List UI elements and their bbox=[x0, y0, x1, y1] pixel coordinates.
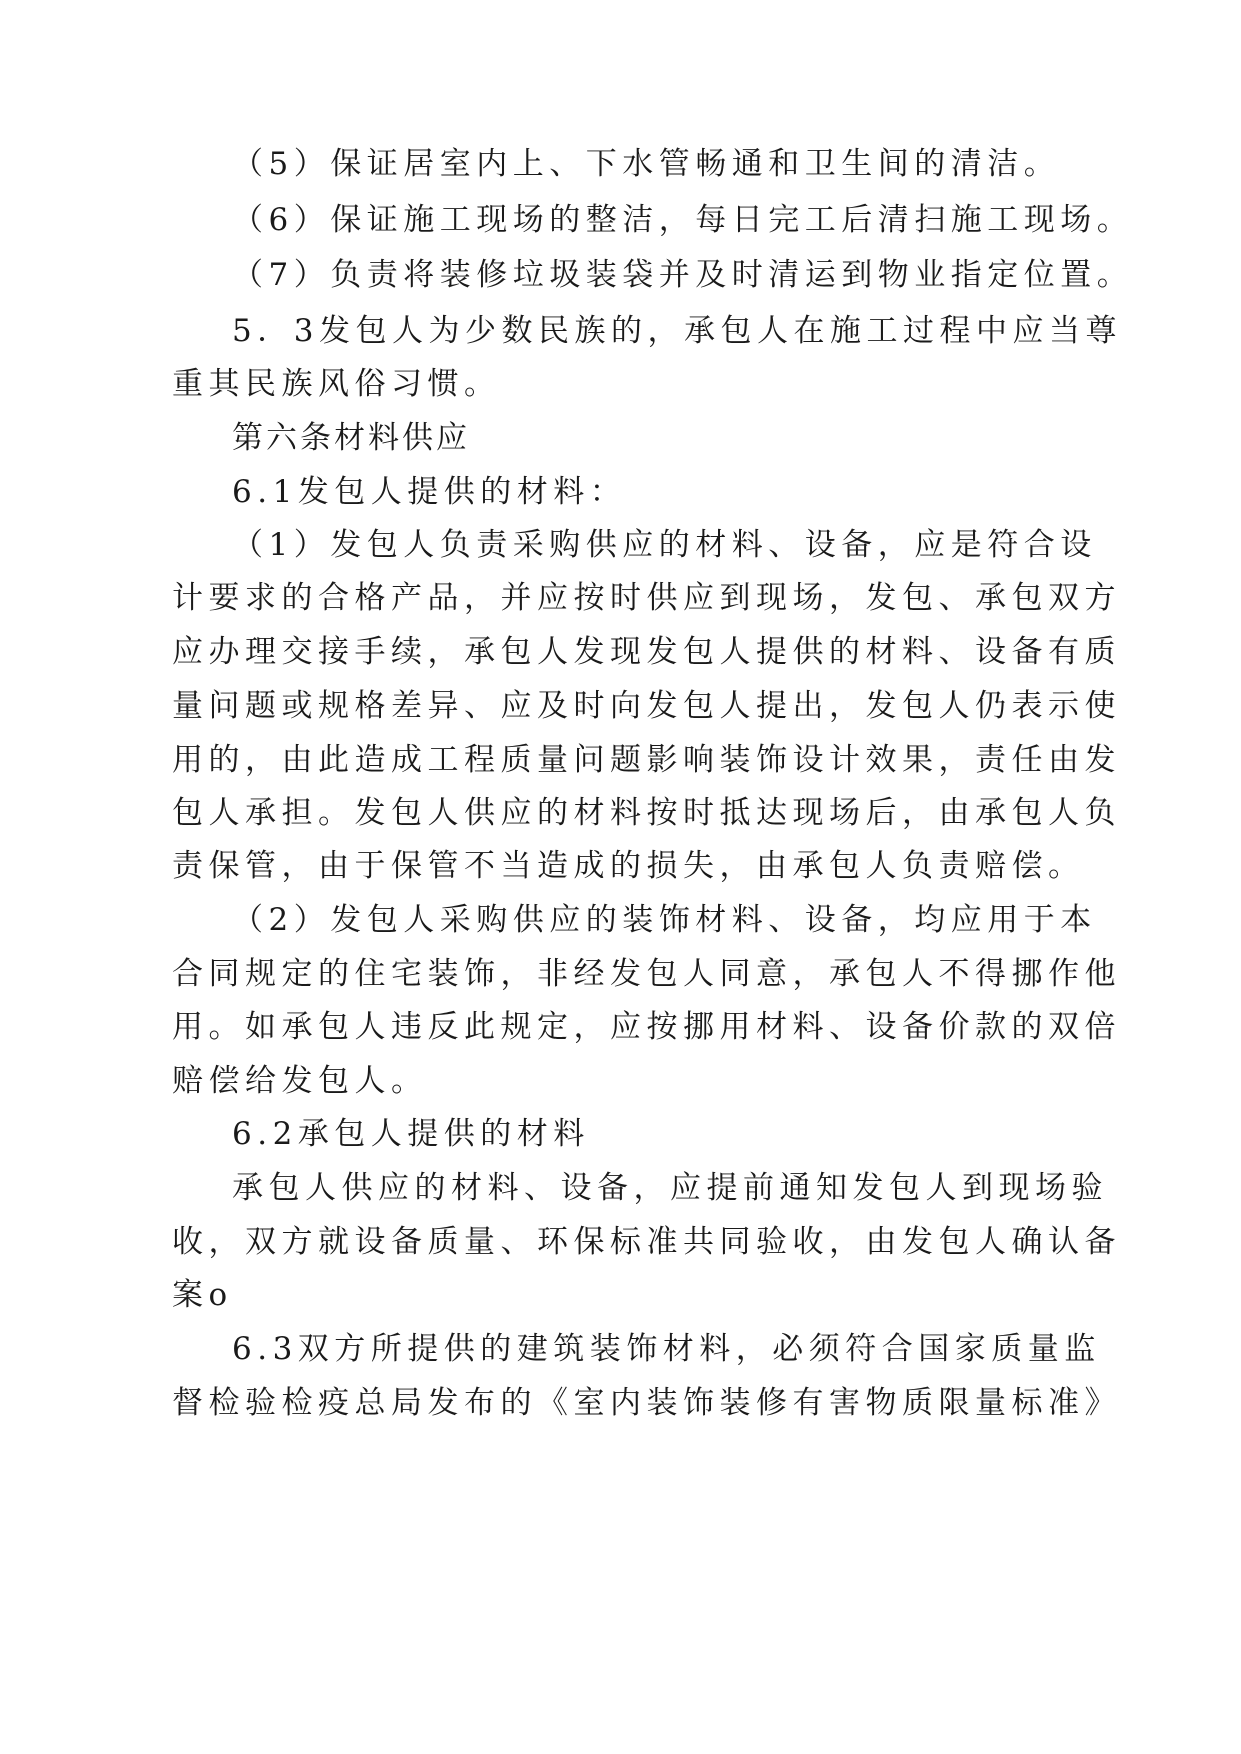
paragraph-line: 督检验检疫总局发布的《室内装饰装修有害物质限量标准》 bbox=[172, 1385, 1121, 1421]
paragraph-line: 5．3发包人为少数民族的，承包人在施工过程中应当尊 bbox=[232, 313, 1122, 349]
paragraph-line: 收，双方就设备质量、环保标准共同验收，由发包人确认备 bbox=[172, 1224, 1121, 1260]
paragraph-line: 重其民族风俗习惯。 bbox=[172, 366, 501, 402]
paragraph-line: 应办理交接手续，承包人发现发包人提供的材料、设备有质 bbox=[172, 634, 1121, 670]
paragraph-line: （6）保证施工现场的整洁，每日完工后清扫施工现场。 bbox=[232, 202, 1134, 238]
paragraph-line: 合同规定的住宅装饰，非经发包人同意，承包人不得挪作他 bbox=[172, 956, 1121, 992]
paragraph-line: （1）发包人负责采购供应的材料、设备，应是符合设 bbox=[232, 527, 1097, 563]
paragraph-line: 包人承担。发包人供应的材料按时抵达现场后，由承包人负 bbox=[172, 795, 1121, 831]
paragraph-line: 责保管，由于保管不当造成的损失，由承包人负责赔偿。 bbox=[172, 848, 1085, 884]
paragraph-line: 承包人供应的材料、设备，应提前通知发包人到现场验 bbox=[232, 1170, 1108, 1206]
section-heading: 第六条材料供应 bbox=[232, 420, 470, 456]
paragraph-line: 赔偿给发包人。 bbox=[172, 1063, 428, 1099]
paragraph-line: 量问题或规格差异、应及时向发包人提出，发包人仍表示使 bbox=[172, 688, 1121, 724]
paragraph-line: （2）发包人采购供应的装饰材料、设备，均应用于本 bbox=[232, 902, 1097, 938]
paragraph-line: 计要求的合格产品，并应按时供应到现场，发包、承包双方 bbox=[172, 580, 1121, 616]
subsection-heading: 6.1发包人提供的材料： bbox=[232, 474, 627, 510]
subsection-heading: 6.2承包人提供的材料 bbox=[232, 1116, 590, 1152]
paragraph-line: （7）负责将装修垃圾装袋并及时清运到物业指定位置。 bbox=[232, 257, 1134, 293]
paragraph-line: 用。如承包人违反此规定，应按挪用材料、设备价款的双倍 bbox=[172, 1009, 1121, 1045]
paragraph-line: 6.3双方所提供的建筑装饰材料，必须符合国家质量监 bbox=[232, 1331, 1101, 1367]
paragraph-line: 用的，由此造成工程质量问题影响装饰设计效果，责任由发 bbox=[172, 742, 1121, 778]
paragraph-line: （5）保证居室内上、下水管畅通和卫生间的清洁。 bbox=[232, 146, 1061, 182]
paragraph-line: 案o bbox=[172, 1277, 233, 1313]
